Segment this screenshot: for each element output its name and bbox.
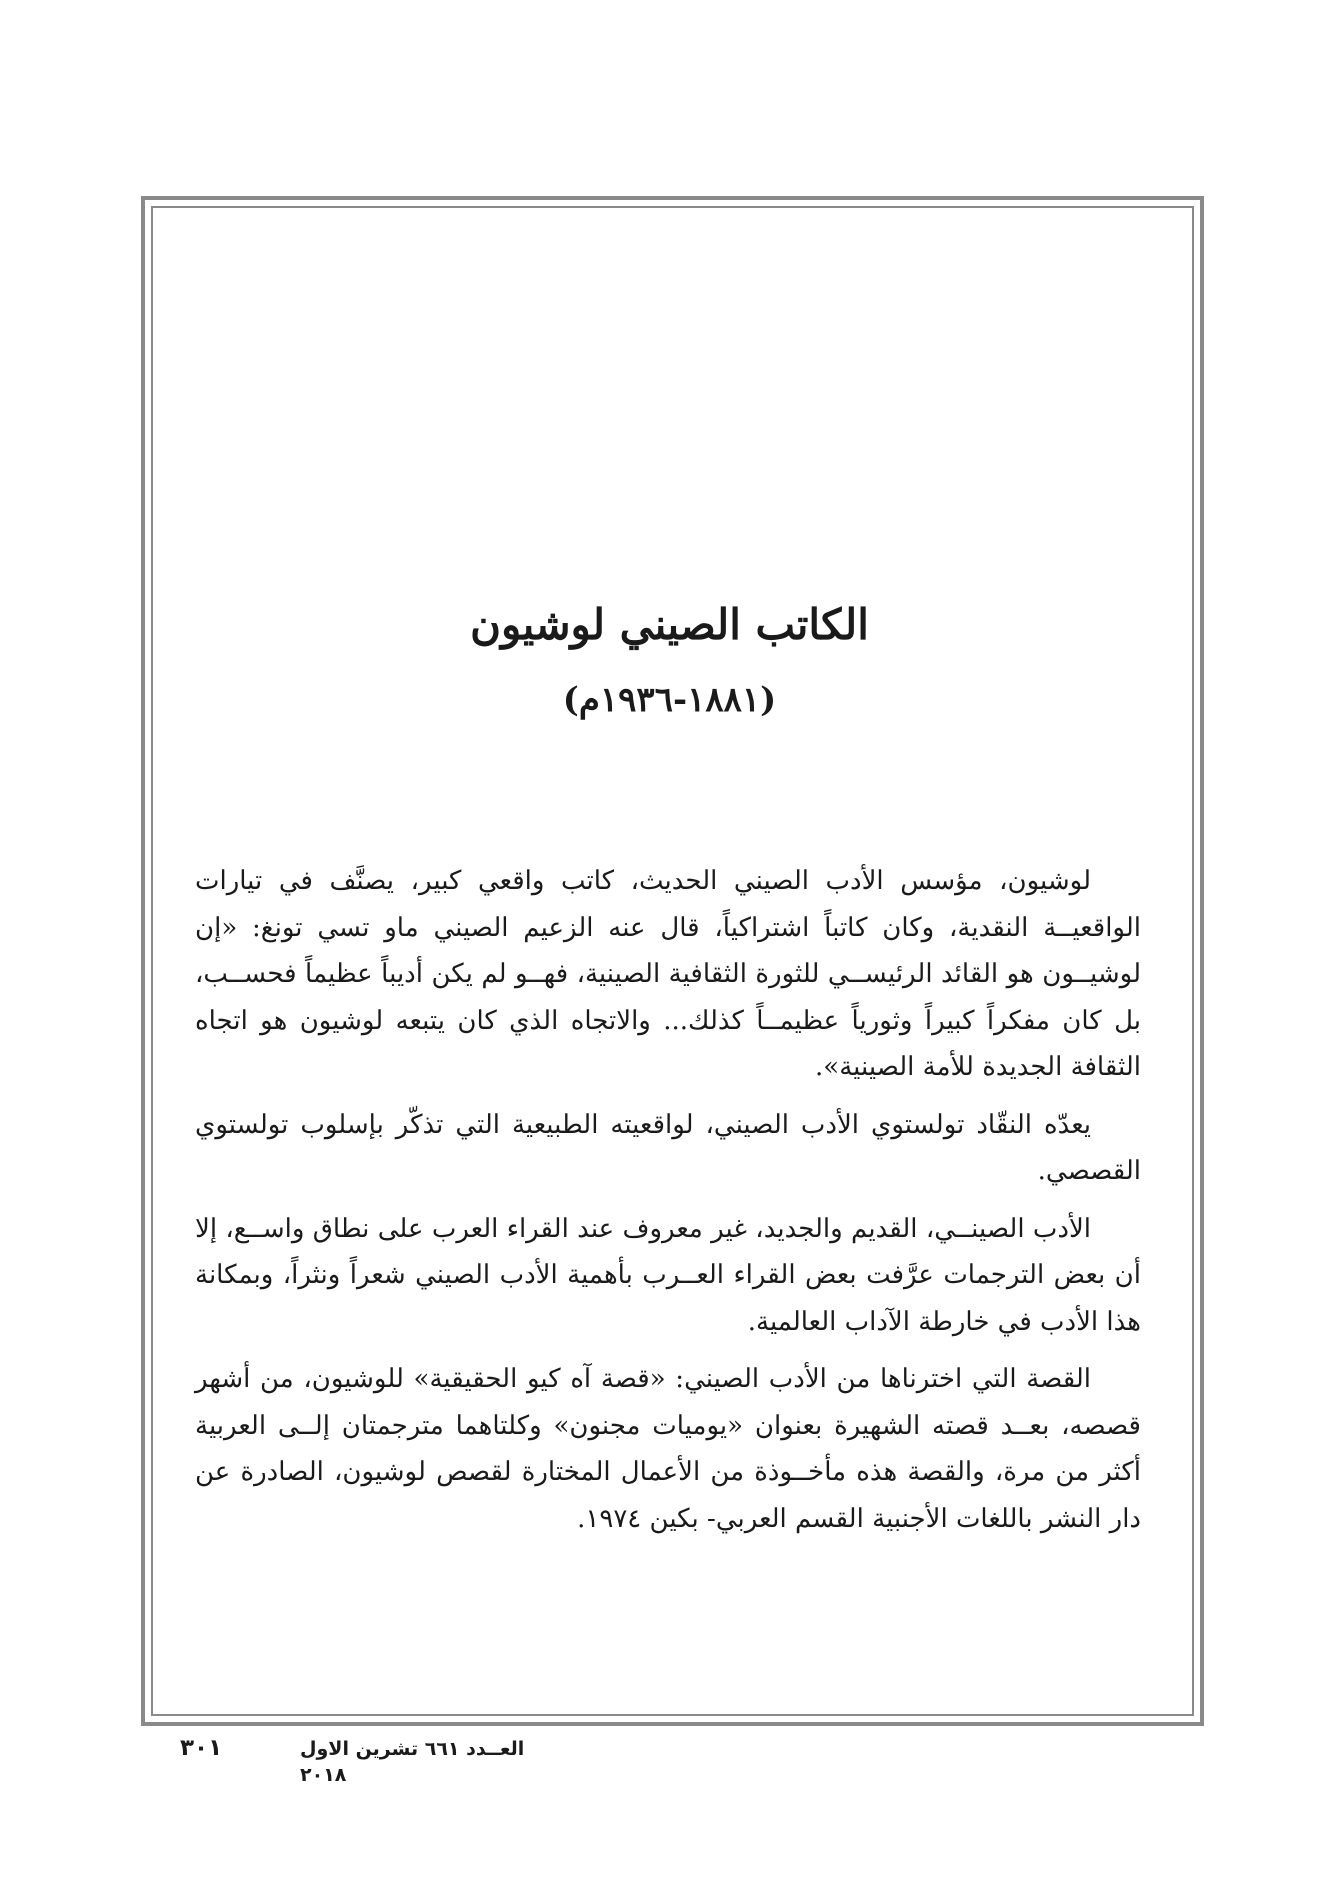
article-title: الكاتب الصيني لوشيون: [470, 600, 869, 649]
article-dates: (١٨٨١-١٩٣٦م): [562, 680, 777, 720]
issue-info: العــدد ٦٦١ تشرين الاول ٢٠١٨: [300, 1738, 525, 1786]
paragraph-chinese-literature: الأدب الصينــي، القديم والجديد، غير معروف عند القراء العرب على نطاق واســع، إلا أن بعض الترجمات عرَّفت بعض القراء العــرب بأهمية الأدب الصيني شعراً ونثراً، وبمكانة هذا الأدب في خارطة الآداب العالمية.: [195, 1213, 1141, 1337]
paragraph-intro: لوشيون، مؤسس الأدب الصيني الحديث، كاتب واقعي كبير، يصنَّف في تيارات الواقعيــة النقدية، وكان كاتباً اشتراكياً، قال عنه الزعيم الصيني ماو تسي تونغ: «إن لوشيــون هو القائد الرئيســي للثورة الثقافية الصينية، فهــو لم يكن أديباً عظيماً فحســب، بل كان مفكراً كبيراً وثورياً عظيمــاً كذلك... والاتجاه الذي كان يتبعه لوشيون هو اتجاه الثقافة الجديدة للأمة الصينية».: [195, 866, 1141, 1082]
article-body: [195, 858, 1141, 1553]
paragraph-tolstoy: يعدّه النقّاد تولستوي الأدب الصيني، لواقعيته الطبيعية التي تذكّر بإسلوب تولستوي القصصي.: [195, 1109, 1141, 1186]
paragraph-story: القصة التي اخترناها من الأدب الصيني: «قصة آه كيو الحقيقية» للوشيون، من أشهر قصصه، بعــد قصته الشهيرة بعنوان «يوميات مجنون» وكلتاهما مترجمتان إلــى العربية أكثر من مرة، والقصة هذه مأخــوذة من الأعمال المختارة لقصص لوشيون، الصادرة عن دار النشر باللغات الأجنبية القسم العربي- بكين ١٩٧٤.: [195, 1364, 1141, 1534]
page-number: ٣٠١: [180, 1735, 223, 1761]
